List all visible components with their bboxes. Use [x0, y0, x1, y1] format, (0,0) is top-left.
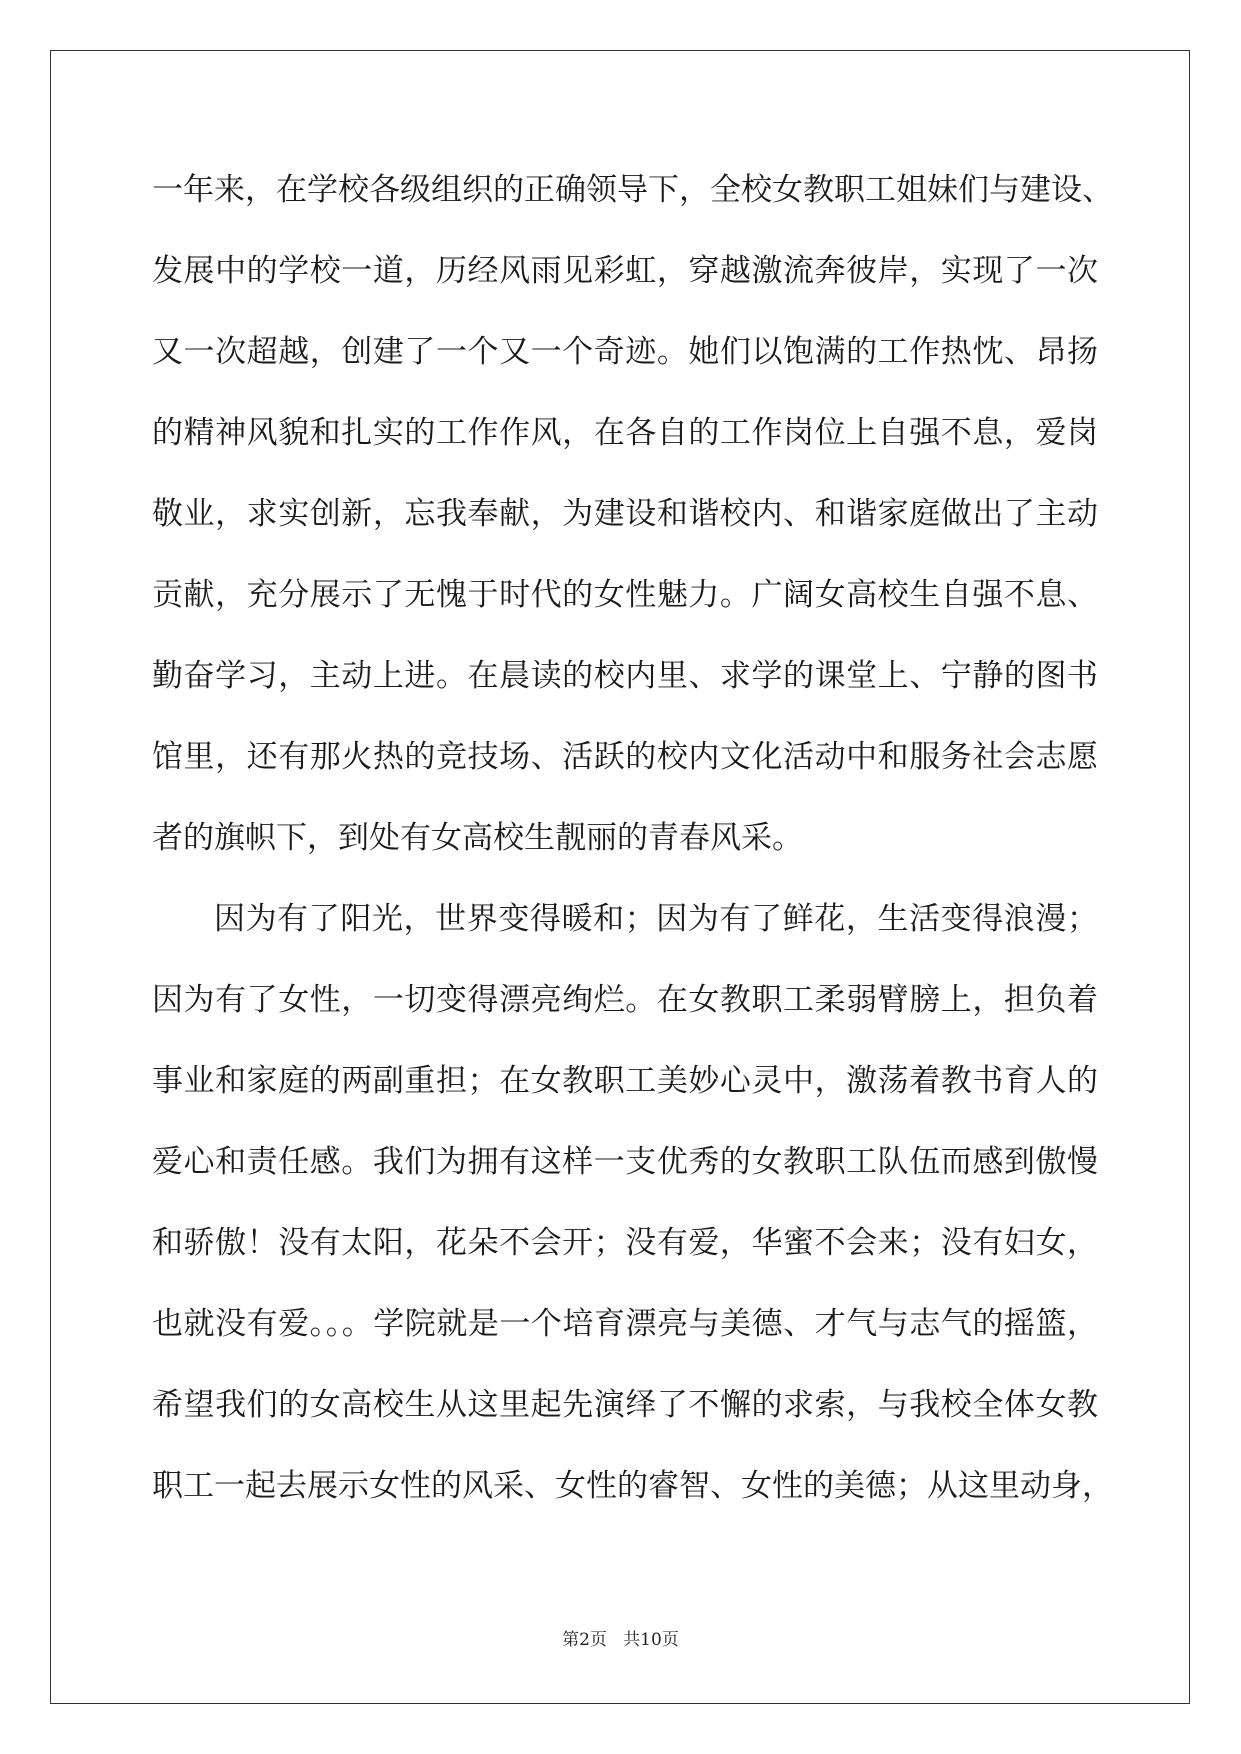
- document-body: [152, 150, 1113, 1527]
- paragraph-1-line-3: 又一次超越，创建了一个又一个奇迹。她们以饱满的工作热忱、昂扬: [152, 334, 1098, 370]
- paragraph-1-line-9: 者的旗帜下，到处有女高校生靓丽的青春风采。: [152, 820, 803, 856]
- paragraph-2-line-5: 和骄傲！没有太阳，花朵不会开；没有爱，华蜜不会来；没有妇女，: [152, 1225, 1098, 1261]
- paragraph-1-line-8: 馆里，还有那火热的竞技场、活跃的校内文化活动中和服务社会志愿: [152, 739, 1098, 775]
- paragraph-2-line-4: 爱心和责任感。我们为拥有这样一支优秀的女教职工队伍而感到傲慢: [152, 1144, 1098, 1180]
- paragraph-1-line-6: 贡献，充分展示了无愧于时代的女性魅力。广阔女高校生自强不息、: [152, 577, 1098, 613]
- paragraph-2-line-6: 也就没有爱。。。学院就是一个培育漂亮与美德、才气与志气的摇篮，: [152, 1306, 1098, 1342]
- paragraph-2-line-7: 希望我们的女高校生从这里起先演绎了不懈的求索，与我校全体女教: [152, 1387, 1098, 1423]
- paragraph-1-line-1: 一年来，在学校各级组织的正确领导下，全校女教职工姐妹们与建设、: [152, 172, 1113, 208]
- page-number-footer: 第2页 共10页: [562, 1630, 679, 1650]
- paragraph-1-line-7: 勤奋学习，主动上进。在晨读的校内里、求学的课堂上、宁静的图书: [152, 658, 1098, 694]
- paragraph-2-line-2: 因为有了女性，一切变得漂亮绚烂。在女教职工柔弱臂膀上，担负着: [152, 982, 1098, 1018]
- paragraph-2-line-1: 因为有了阳光，世界变得暖和；因为有了鲜花，生活变得浪漫；: [214, 901, 1098, 937]
- paragraph-1-line-5: 敬业，求实创新，忘我奉献，为建设和谐校内、和谐家庭做出了主动: [152, 496, 1098, 532]
- paragraph-1-line-4: 的精神风貌和扎实的工作作风，在各自的工作岗位上自强不息，爱岗: [152, 415, 1098, 451]
- paragraph-2-line-3: 事业和家庭的两副重担；在女教职工美妙心灵中，激荡着教书育人的: [152, 1063, 1098, 1099]
- paragraph-2-line-8: 职工一起去展示女性的风采、女性的睿智、女性的美德；从这里动身，: [152, 1468, 1113, 1504]
- paragraph-1-line-2: 发展中的学校一道，历经风雨见彩虹，穿越激流奔彼岸，实现了一次: [152, 253, 1098, 289]
